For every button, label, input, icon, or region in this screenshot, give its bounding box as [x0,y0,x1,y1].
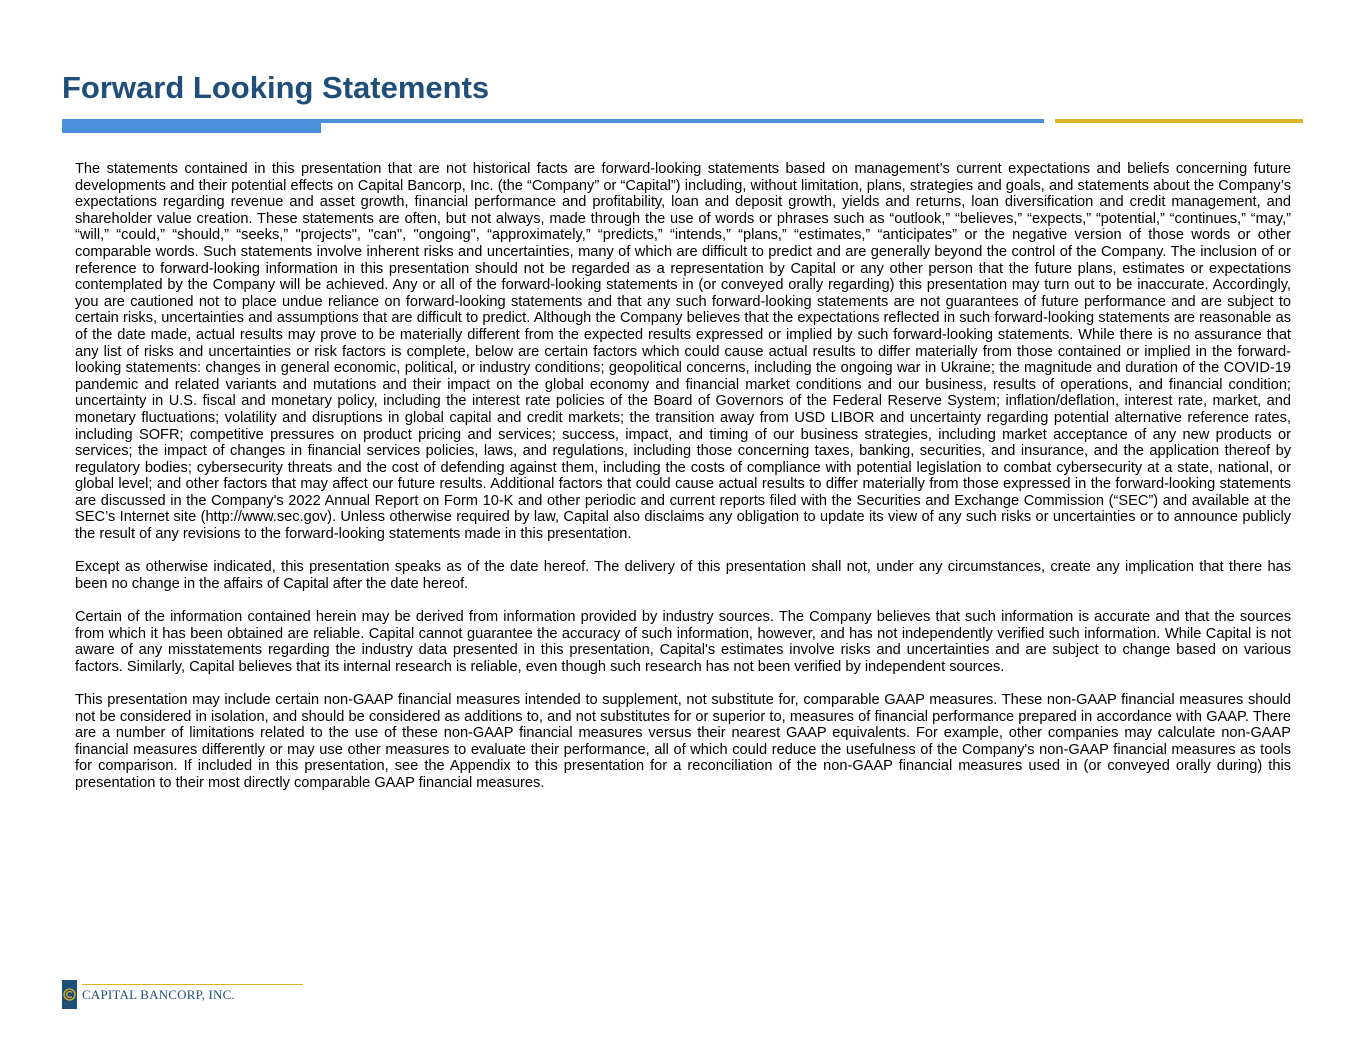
logo-text: CAPITAL BANCORP, INC. [82,986,235,1002]
company-logo [62,980,235,1009]
logo-gold-line [82,984,303,985]
title-underline-accent [62,121,321,133]
paragraph-date-hereof: Except as otherwise indicated, this presentation speaks as of the date hereof. The delivery of this presentation shall not, under any circumstances, create any implication that there has been no change in the affairs of Capital after the date hereof. [75,559,1291,592]
paragraph-non-gaap: This presentation may include certain non-GAAP financial measures intended to supplement, not substitute for, comparable GAAP measures. These non-GAAP financial measures should not be considered in isolation, and should be considered as additions to, and not substitutes for or superior to, measures of financial performance prepared in accordance with GAAP. There are a number of limitations related to the use of these non-GAAP financial measures versus their nearest GAAP equivalents. For example, other companies may calculate non-GAAP financial measures differently or may use other measures to evaluate their performance, all of which could reduce the usefulness of the Company's non-GAAP financial measures as tools for comparison. If included in this presentation, see the Appendix to this presentation for a reconciliation of the non-GAAP financial measures used in (or conveyed orally during) this presentation to their most directly comparable GAAP financial measures. [75,692,1291,791]
capital-bancorp-logo-icon [62,980,77,1009]
title-underline-gold [1055,119,1303,123]
paragraph-industry-sources: Certain of the information contained herein may be derived from information provided by industry sources. The Company believes that such information is accurate and that the sources from which it has been obtained are reliable. Capital cannot guarantee the accuracy of such information, however, and has not independently verified such information. While Capital is not aware of any misstatements regarding the industry data presented in this presentation, Capital's estimates involve risks and uncertainties and are subject to change based on various factors. Similarly, Capital believes that its internal research is reliable, even though such research has not been verified by independent sources. [75,609,1291,675]
disclaimer-body [75,161,1291,808]
page-title: Forward Looking Statements [62,70,490,105]
paragraph-forward-looking: The statements contained in this presentation that are not historical facts are forward-looking statements based on management’s current expectations and beliefs concerning future developments and their potential effects on Capital Bancorp, Inc. (the “Company” or “Capital”) including, without limitation, plans, strategies and goals, and statements about the Company’s expectations regarding revenue and asset growth, financial performance and profitability, loan and deposit growth, yields and returns, loan diversification and credit management, and shareholder value creation. These statements are often, but not always, made through the use of words or phrases such as “outlook,” “believes,” “expects,” “potential,” “continues,” “may,” “will,” “could,” “should,” “seeks,” "projects", "can", "ongoing", “approximately,” “predicts,” “intends,” “plans,” “estimates,” “anticipates” or the negative version of those words or other comparable words. Such statements involve inherent risks and uncertainties, many of which are difficult to predict and are generally beyond the control of the Company. The inclusion of or reference to forward-looking information in this presentation should not be regarded as a representation by Capital or any other person that the future plans, estimates or expectations contemplated by the Company will be achieved. Any or all of the forward-looking statements in (or conveyed orally regarding) this presentation may turn out to be inaccurate. Accordingly, you are cautioned not to place undue reliance on forward-looking statements and that any such forward-looking statements are not guarantees of future performance and are subject to certain risks, uncertainties and assumptions that are difficult to predict. Although the Company believes that the expectations reflected in such forward-looking statements are reasonable as of the date made, actual results may prove to be materially different from the expected results expressed or implied by such forward-looking statements. While there is no assurance that any list of risks and uncertainties or risk factors is complete, below are certain factors which could cause actual results to differ materially from those contained or implied in the forward-looking statements: changes in general economic, political, or industry conditions; geopolitical concerns, including the ongoing war in Ukraine; the magnitude and duration of the COVID-19 pandemic and related variants and mutations and their impact on the global economy and financial market conditions and our business, results of operations, and financial condition; uncertainty in U.S. fiscal and monetary policy, including the interest rate policies of the Board of Governors of the Federal Reserve System; inflation/deflation, interest rate, market, and monetary fluctuations; volatility and disruptions in global capital and credit markets; the transition away from USD LIBOR and uncertainty regarding potential alternative reference rates, including SOFR; competitive pressures on product pricing and services; success, impact, and timing of our business strategies, including market acceptance of any new products or services; the impact of changes in financial services policies, laws, and regulations, including those concerning taxes, banking, securities, and insurance, and the application thereof by regulatory bodies; cybersecurity threats and the cost of defending against them, including the costs of compliance with potential legislation to combat cybersecurity at a state, national, or global level; and other factors that may affect our future results. Additional factors that could cause actual results to differ materially from those expressed in the forward-looking statements are discussed in the Company's 2022 Annual Report on Form 10-K and other periodic and current reports filed with the Securities and Exchange Commission (“SEC”) and available at the SEC’s Internet site (http://www.sec.gov). Unless otherwise required by law, Capital also disclaims any obligation to update its view of any such risks or uncertainties or to announce publicly the result of any revisions to the forward-looking statements made in this presentation. [75,161,1291,543]
